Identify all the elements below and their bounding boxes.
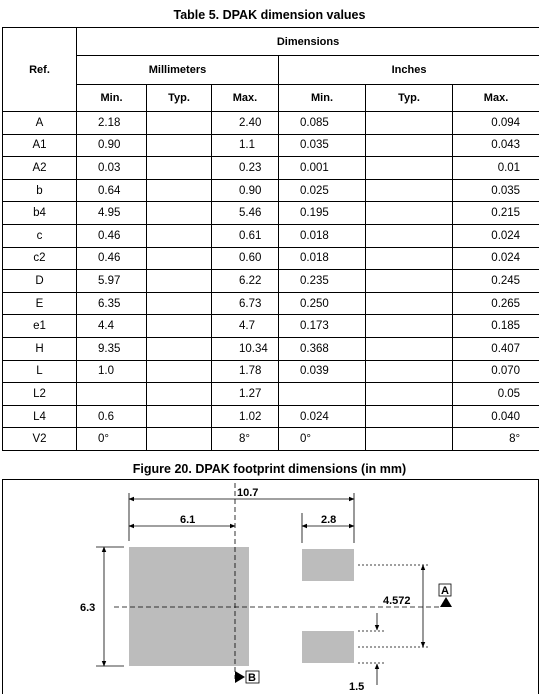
in-min-cell: 0.173 (279, 315, 366, 338)
mm-min-cell: 4.95 (77, 202, 147, 225)
table-title: Table 5. DPAK dimension values (173, 8, 366, 22)
in-max-cell: 0.245 (453, 270, 539, 293)
in-typ-cell (366, 202, 453, 225)
in-typ-cell (366, 315, 453, 338)
in-typ-cell (366, 428, 453, 451)
in-max-cell: 0.035 (453, 179, 539, 202)
dimension-table (2, 27, 539, 451)
datum-b-triangle (235, 671, 245, 683)
ref-cell: A1 (3, 134, 77, 157)
label-overall-width: 10.7 (237, 487, 259, 499)
mm-typ-cell (147, 315, 212, 338)
in-min-cell: 0.085 (279, 112, 366, 135)
table-row (3, 292, 539, 315)
in-typ-cell (366, 247, 453, 270)
mm-min-cell: 1.0 (77, 360, 147, 383)
mm-max-cell: 10.34 (212, 337, 279, 360)
table-row (3, 405, 539, 428)
header-dimensions: Dimensions (77, 28, 539, 56)
mm-min-cell: 2.18 (77, 112, 147, 135)
mm-min-cell: 0.90 (77, 134, 147, 157)
mm-max-cell: 0.61 (212, 224, 279, 247)
mm-min-cell: 0.03 (77, 157, 147, 180)
mm-min-cell: 0.64 (77, 179, 147, 202)
mm-min-cell: 5.97 (77, 270, 147, 293)
small-pad-bottom (302, 631, 354, 663)
in-min-cell: 0.250 (279, 292, 366, 315)
ref-cell: A2 (3, 157, 77, 180)
in-max-cell: 0.05 (453, 383, 539, 406)
mm-typ-cell (147, 383, 212, 406)
table-row (3, 360, 539, 383)
figure-title: Figure 20. DPAK footprint dimensions (in mm) (132, 462, 407, 476)
in-typ-cell (366, 383, 453, 406)
in-max-cell: 0.407 (453, 337, 539, 360)
large-pad (129, 547, 249, 666)
mm-max-cell: 1.02 (212, 405, 279, 428)
ref-cell: e1 (3, 315, 77, 338)
ref-cell: c2 (3, 247, 77, 270)
ref-cell: b (3, 179, 77, 202)
in-typ-cell (366, 270, 453, 293)
in-max-cell: 0.043 (453, 134, 539, 157)
in-typ-cell (366, 360, 453, 383)
header-mm-min: Min. (77, 85, 147, 112)
label-pad-height: 6.3 (80, 602, 96, 614)
in-typ-cell (366, 405, 453, 428)
table-row (3, 383, 539, 406)
mm-min-cell: 0° (77, 428, 147, 451)
mm-max-cell: 0.90 (212, 179, 279, 202)
in-min-cell: 0.235 (279, 270, 366, 293)
table-row (3, 224, 539, 247)
mm-min-cell: 0.6 (77, 405, 147, 428)
ref-cell: D (3, 270, 77, 293)
ref-cell: A (3, 112, 77, 135)
mm-typ-cell (147, 247, 212, 270)
in-min-cell: 0.035 (279, 134, 366, 157)
mm-typ-cell (147, 337, 212, 360)
header-in-max: Max. (453, 85, 539, 112)
mm-typ-cell (147, 112, 212, 135)
datum-a-triangle (440, 597, 452, 607)
in-typ-cell (366, 157, 453, 180)
in-max-cell: 0.024 (453, 224, 539, 247)
small-pad-top (302, 549, 354, 581)
table-row (3, 179, 539, 202)
mm-min-cell: 6.35 (77, 292, 147, 315)
mm-min-cell: 0.46 (77, 247, 147, 270)
mm-max-cell: 4.7 (212, 315, 279, 338)
mm-typ-cell (147, 360, 212, 383)
in-max-cell: 0.024 (453, 247, 539, 270)
table-row (3, 202, 539, 225)
in-max-cell: 8° (453, 428, 539, 451)
ref-cell: b4 (3, 202, 77, 225)
ref-cell: L4 (3, 405, 77, 428)
mm-typ-cell (147, 202, 212, 225)
header-ref: Ref. (3, 28, 77, 112)
table-row (3, 134, 539, 157)
in-typ-cell (366, 224, 453, 247)
header-millimeters: Millimeters (77, 56, 279, 85)
in-min-cell: 0.039 (279, 360, 366, 383)
in-max-cell: 0.215 (453, 202, 539, 225)
table-row (3, 157, 539, 180)
table-body (3, 112, 539, 451)
mm-max-cell: 0.23 (212, 157, 279, 180)
in-min-cell: 0.001 (279, 157, 366, 180)
in-max-cell: 0.094 (453, 112, 539, 135)
mm-max-cell: 6.73 (212, 292, 279, 315)
mm-min-cell: 4.4 (77, 315, 147, 338)
in-typ-cell (366, 112, 453, 135)
mm-max-cell: 1.27 (212, 383, 279, 406)
in-min-cell: 0.018 (279, 247, 366, 270)
mm-typ-cell (147, 270, 212, 293)
in-max-cell: 0.185 (453, 315, 539, 338)
mm-max-cell: 8° (212, 428, 279, 451)
table-row (3, 337, 539, 360)
table-row (3, 428, 539, 451)
mm-typ-cell (147, 292, 212, 315)
label-datum-a: A (441, 585, 449, 597)
mm-max-cell: 6.22 (212, 270, 279, 293)
mm-max-cell: 0.60 (212, 247, 279, 270)
header-mm-typ: Typ. (147, 85, 212, 112)
mm-min-cell: 0.46 (77, 224, 147, 247)
in-min-cell: 0.368 (279, 337, 366, 360)
mm-typ-cell (147, 224, 212, 247)
table-row (3, 315, 539, 338)
label-gap: 1.5 (349, 681, 365, 693)
in-min-cell: 0.024 (279, 405, 366, 428)
mm-max-cell: 1.78 (212, 360, 279, 383)
header-in-typ: Typ. (366, 85, 453, 112)
mm-typ-cell (147, 157, 212, 180)
ref-cell: H (3, 337, 77, 360)
mm-min-cell (77, 383, 147, 406)
mm-typ-cell (147, 179, 212, 202)
in-typ-cell (366, 337, 453, 360)
mm-min-cell: 9.35 (77, 337, 147, 360)
in-min-cell: 0.025 (279, 179, 366, 202)
in-min-cell: 0.195 (279, 202, 366, 225)
in-min-cell: 0° (279, 428, 366, 451)
in-typ-cell (366, 292, 453, 315)
header-in-min: Min. (279, 85, 366, 112)
table-row (3, 270, 539, 293)
ref-cell: c (3, 224, 77, 247)
table-row (3, 112, 539, 135)
mm-typ-cell (147, 405, 212, 428)
mm-typ-cell (147, 134, 212, 157)
footprint-drawing (0, 479, 539, 694)
in-max-cell: 0.01 (453, 157, 539, 180)
in-min-cell: 0.018 (279, 224, 366, 247)
label-large-pad-width: 6.1 (180, 514, 196, 526)
ref-cell: E (3, 292, 77, 315)
mm-max-cell: 1.1 (212, 134, 279, 157)
label-datum-b: B (248, 672, 256, 684)
header-inches: Inches (279, 56, 539, 85)
ref-cell: L (3, 360, 77, 383)
ref-cell: L2 (3, 383, 77, 406)
mm-max-cell: 5.46 (212, 202, 279, 225)
in-max-cell: 0.070 (453, 360, 539, 383)
header-mm-max: Max. (212, 85, 279, 112)
mm-max-cell: 2.40 (212, 112, 279, 135)
in-typ-cell (366, 179, 453, 202)
in-min-cell (279, 383, 366, 406)
label-small-pad-width: 2.8 (321, 514, 337, 526)
mm-typ-cell (147, 428, 212, 451)
ref-cell: V2 (3, 428, 77, 451)
table-row (3, 247, 539, 270)
label-pitch: 4.572 (383, 595, 411, 607)
in-typ-cell (366, 134, 453, 157)
in-max-cell: 0.040 (453, 405, 539, 428)
in-max-cell: 0.265 (453, 292, 539, 315)
